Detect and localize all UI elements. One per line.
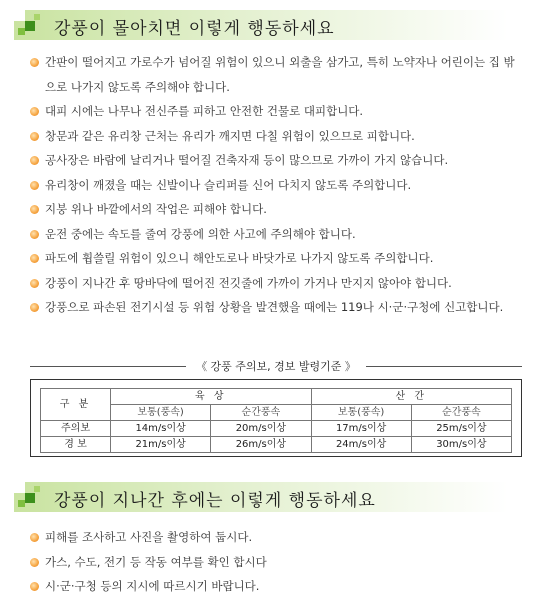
land-avg-cell: 21m/s이상 (111, 437, 211, 453)
section2-header (14, 482, 508, 512)
list-item-text: 강풍으로 파손된 전기시설 등 위험 상황을 발견했을 때에는 119나 시·군·구청에 신고합니다. (45, 300, 504, 314)
list-item-text: 시·군·구청 등의 지시에 따르시기 바랍니다. (45, 579, 260, 593)
orange-dot-icon (30, 303, 39, 312)
list-item (30, 574, 520, 599)
green-square-mosaic-icon (14, 10, 44, 40)
table-row (41, 421, 512, 437)
orange-dot-icon (30, 205, 39, 214)
list-item (30, 525, 520, 550)
orange-dot-icon (30, 58, 39, 67)
land-avg-header: 보통(풍속) (111, 405, 211, 421)
table-subheader-row (41, 405, 512, 421)
list-item (30, 246, 520, 271)
list-item (30, 295, 520, 320)
list-item (30, 173, 520, 198)
orange-dot-icon (30, 156, 39, 165)
section1-title: 강풍이 몰아치면 이렇게 행동하세요 (54, 19, 335, 39)
row-label: 주의보 (41, 421, 111, 437)
list-item (30, 222, 520, 247)
land-avg-cell: 14m/s이상 (111, 421, 211, 437)
criteria-caption (30, 358, 522, 374)
criteria-table-box (30, 379, 522, 457)
land-gust-header: 순간풍속 (211, 405, 311, 421)
list-item-text: 유리창이 깨졌을 때는 신발이나 슬리퍼를 신어 다치지 않도록 주의합니다. (45, 177, 412, 192)
mountain-gust-cell: 25m/s이상 (411, 421, 511, 437)
land-header: 육 상 (111, 389, 312, 405)
table-row (41, 437, 512, 453)
mountain-avg-cell: 17m/s이상 (311, 421, 411, 437)
list-item (30, 124, 520, 149)
orange-dot-icon (30, 107, 39, 116)
list-item-text: 운전 중에는 속도를 줄여 강풍에 의한 사고에 주의해야 합니다. (45, 226, 356, 241)
division-header: 구 분 (41, 389, 111, 421)
orange-dot-icon (30, 230, 39, 239)
table-header-row (41, 389, 512, 405)
list-item-text: 간판이 떨어지고 가로수가 넘어질 위험이 있으니 외출을 삼가고, 특히 노약자나 어린이는 집 밖으로 나가지 않도록 주의해야 합니다. (45, 55, 515, 94)
mountain-gust-header: 순간풍속 (411, 405, 511, 421)
orange-dot-icon (30, 254, 39, 263)
list-item-text: 파도에 휩쓸릴 위험이 있으니 해안도로나 바닷가로 나가지 않도록 주의합니다. (45, 251, 434, 265)
section1-list (30, 50, 520, 320)
row-label: 경 보 (41, 437, 111, 453)
list-item-text: 지붕 위나 바깥에서의 작업은 피해야 합니다. (45, 202, 267, 216)
orange-dot-icon (30, 279, 39, 288)
list-item-text: 가스, 수도, 전기 등 작동 여부를 확인 합시다 (45, 554, 267, 569)
orange-dot-icon (30, 181, 39, 190)
caption-rule-right (366, 366, 522, 367)
list-item (30, 271, 520, 296)
section2-title: 강풍이 지나간 후에는 이렇게 행동하세요 (54, 491, 376, 511)
criteria-table (40, 388, 512, 453)
orange-dot-icon (30, 533, 39, 542)
list-item (30, 50, 520, 99)
list-item (30, 148, 520, 173)
list-item-text: 피해를 조사하고 사진을 촬영하여 둡시다. (45, 530, 253, 544)
list-item-text: 강풍이 지나간 후 땅바닥에 떨어진 전깃줄에 가까이 가거나 만지지 않아야 합니다. (45, 275, 452, 290)
orange-dot-icon (30, 558, 39, 567)
mountain-avg-cell: 24m/s이상 (311, 437, 411, 453)
orange-dot-icon (30, 582, 39, 591)
green-square-mosaic-icon (14, 482, 44, 512)
list-item-text: 공사장은 바람에 날리거나 떨어질 건축자재 등이 많으므로 가까이 가지 않습니다. (45, 153, 449, 167)
mountain-header: 산 간 (311, 389, 512, 405)
list-item (30, 197, 520, 222)
land-gust-cell: 20m/s이상 (211, 421, 311, 437)
orange-dot-icon (30, 132, 39, 141)
mountain-gust-cell: 30m/s이상 (411, 437, 511, 453)
criteria-caption-text: 《 강풍 주의보, 경보 발령기준 》 (196, 360, 356, 373)
list-item-text: 대피 시에는 나무나 전신주를 피하고 안전한 건물로 대피합니다. (45, 104, 364, 118)
caption-rule-left (30, 366, 186, 367)
list-item (30, 550, 520, 575)
list-item (30, 99, 520, 124)
land-gust-cell: 26m/s이상 (211, 437, 311, 453)
section2-list (30, 525, 520, 599)
list-item-text: 창문과 같은 유리창 근처는 유리가 깨지면 다칠 위험이 있으므로 피합니다. (45, 128, 415, 143)
mountain-avg-header: 보통(풍속) (311, 405, 411, 421)
section1-header (14, 10, 508, 40)
